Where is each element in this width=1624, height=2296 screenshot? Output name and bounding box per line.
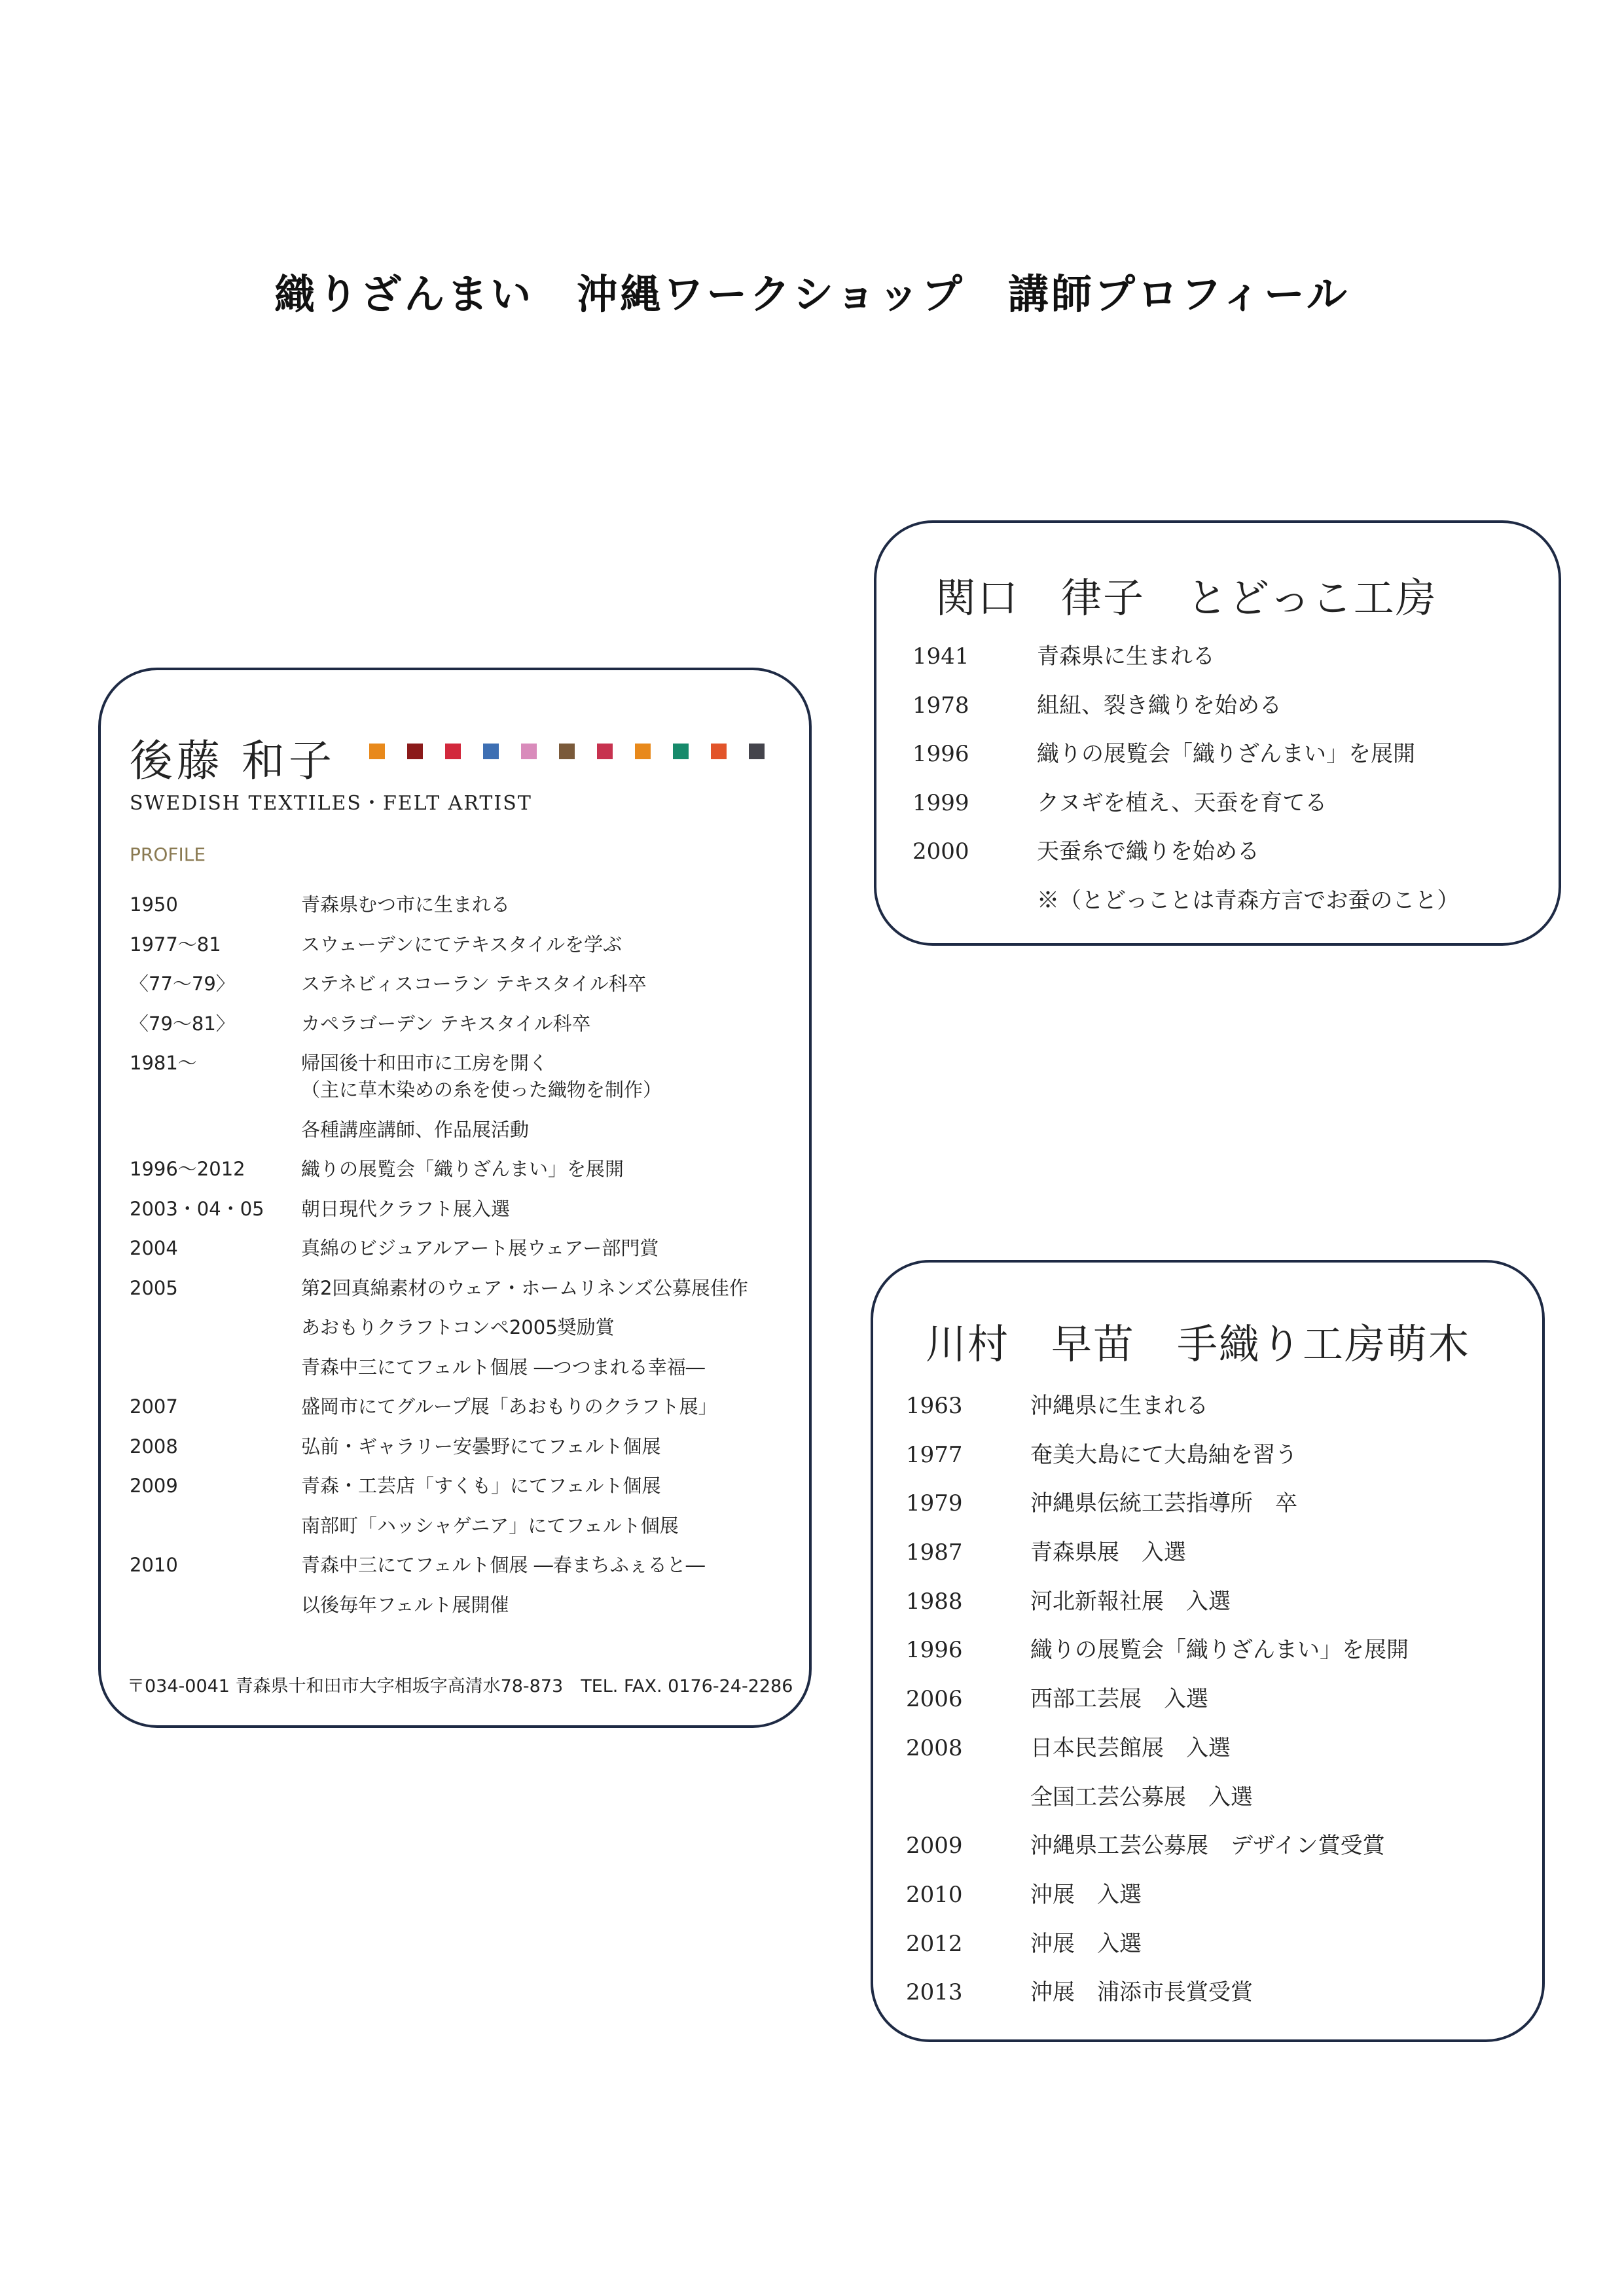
timeline-row bbox=[906, 1928, 1409, 1960]
timeline-row bbox=[912, 641, 1459, 672]
timeline-row bbox=[130, 1552, 784, 1579]
color-square bbox=[749, 744, 765, 759]
timeline-row bbox=[906, 1977, 1409, 2008]
timeline-row bbox=[130, 1235, 784, 1262]
timeline-year: 2003・04・05 bbox=[130, 1197, 264, 1220]
timeline-year: 2005 bbox=[130, 1276, 178, 1299]
timeline-year: 1978 bbox=[912, 692, 969, 719]
timeline-year bbox=[906, 1782, 1030, 1813]
timeline-row bbox=[130, 931, 784, 958]
timeline-year: 1996 bbox=[906, 1637, 963, 1664]
timeline-year: 1977 bbox=[906, 1441, 963, 1468]
timeline-text: 帰国後十和田市に工房を開く （主に草木染めの糸を使った織物を制作） bbox=[301, 1052, 662, 1101]
timeline-text: クヌギを植え、天蚕を育てる bbox=[1037, 789, 1327, 816]
timeline-text: 沖縄県に生まれる bbox=[1030, 1393, 1208, 1419]
timeline-year: 2008 bbox=[130, 1435, 178, 1458]
timeline-text: 青森中三にてフェルト個展 ―春まちふぇると― bbox=[301, 1554, 705, 1576]
timeline-row bbox=[130, 1156, 784, 1183]
timeline-row bbox=[130, 1314, 784, 1341]
profile-label: PROFILE bbox=[130, 844, 206, 865]
timeline-row bbox=[906, 1732, 1409, 1764]
timeline-row bbox=[906, 1537, 1409, 1568]
instructor-name: 関口 律子 とどっこ工房 bbox=[935, 574, 1437, 622]
timeline-year: 1987 bbox=[906, 1539, 963, 1566]
timeline-row bbox=[912, 836, 1459, 867]
color-square bbox=[369, 744, 385, 759]
color-square bbox=[597, 744, 613, 759]
timeline-text: 第2回真綿素材のウェア・ホームリネンズ公募展佳作 bbox=[301, 1276, 748, 1299]
timeline-row bbox=[906, 1683, 1409, 1715]
timeline-text: 日本民芸館展 入選 bbox=[1030, 1734, 1231, 1761]
timeline-text: 織りの展覧会「織りざんまい」を展開 bbox=[1037, 741, 1415, 767]
timeline-row bbox=[906, 1586, 1409, 1617]
timeline-year: 1979 bbox=[906, 1490, 963, 1517]
timeline-row bbox=[906, 1879, 1409, 1910]
timeline-text: 河北新報社展 入選 bbox=[1030, 1588, 1231, 1615]
timeline-year: 1941 bbox=[912, 643, 969, 670]
timeline-year: 1988 bbox=[906, 1588, 963, 1615]
timeline-year bbox=[130, 1354, 301, 1381]
timeline-text: ステネビィスコーラン テキスタイル科卒 bbox=[301, 973, 647, 995]
timeline-year: 〈79～81〉 bbox=[130, 1012, 235, 1035]
timeline-text: 南部町「ハッシャゲニア」にてフェルト個展 bbox=[301, 1514, 679, 1537]
color-square bbox=[559, 744, 575, 759]
timeline-year: 1963 bbox=[906, 1393, 963, 1419]
timeline-year bbox=[130, 1592, 301, 1619]
timeline-year bbox=[130, 1117, 301, 1143]
timeline-year: 2004 bbox=[130, 1237, 178, 1259]
timeline-row bbox=[912, 690, 1459, 721]
instructor-subtitle: SWEDISH TEXTILES・FELT ARTIST bbox=[130, 792, 532, 815]
timeline-text: 青森県むつ市に生まれる bbox=[301, 893, 511, 916]
timeline-year: 2008 bbox=[906, 1734, 963, 1761]
timeline-text: 天蚕糸で織りを始める bbox=[1037, 838, 1259, 865]
timeline-row bbox=[906, 1488, 1409, 1519]
color-square bbox=[483, 744, 499, 759]
timeline-text: 青森県展 入選 bbox=[1030, 1539, 1186, 1566]
timeline-list bbox=[906, 1390, 1409, 2026]
color-square bbox=[711, 744, 727, 759]
timeline-row bbox=[130, 1433, 784, 1460]
color-square bbox=[445, 744, 461, 759]
timeline-text: 西部工芸展 入選 bbox=[1030, 1686, 1208, 1713]
timeline-text: 青森・工芸店「すくも」にてフェルト個展 bbox=[301, 1475, 661, 1497]
timeline-row bbox=[912, 738, 1459, 770]
timeline-text: 組紐、裂き織りを始める bbox=[1037, 692, 1282, 719]
timeline-year: 2009 bbox=[130, 1475, 178, 1497]
timeline-row bbox=[130, 1117, 784, 1143]
timeline-row bbox=[130, 1513, 784, 1539]
timeline-list bbox=[912, 641, 1459, 916]
timeline-row bbox=[906, 1782, 1409, 1813]
profile-card-sekiguchi bbox=[874, 520, 1561, 946]
timeline-row bbox=[130, 1050, 784, 1103]
footnote: ※（とどっことは青森方言でお蚕のこと） bbox=[1037, 887, 1460, 914]
timeline-row bbox=[906, 1830, 1409, 1861]
timeline-text: 弘前・ギャラリー安曇野にてフェルト個展 bbox=[301, 1435, 661, 1458]
timeline-row bbox=[130, 891, 784, 918]
timeline-row bbox=[912, 787, 1459, 819]
profile-card-goto bbox=[98, 668, 812, 1728]
timeline-row bbox=[130, 1473, 784, 1499]
timeline-row bbox=[906, 1439, 1409, 1471]
timeline-year: 1999 bbox=[912, 789, 969, 816]
timeline-year: 〈77～79〉 bbox=[130, 973, 235, 995]
timeline-text: 沖展 入選 bbox=[1030, 1930, 1142, 1957]
page-title: 織りざんまい 沖縄ワークショップ 講師プロフィール bbox=[274, 270, 1350, 318]
timeline-row bbox=[130, 1196, 784, 1223]
timeline-text: 以後毎年フェルト展開催 bbox=[301, 1593, 509, 1616]
timeline-year bbox=[130, 1314, 301, 1341]
timeline-text: 沖展 入選 bbox=[1030, 1881, 1142, 1908]
timeline-text: 盛岡市にてグループ展「あおもりのクラフト展」 bbox=[301, 1395, 717, 1418]
timeline-row bbox=[130, 1592, 784, 1619]
timeline-text: 青森県に生まれる bbox=[1037, 643, 1215, 670]
instructor-name: 後藤 和子 bbox=[130, 736, 336, 786]
timeline-row bbox=[906, 1634, 1409, 1666]
timeline-year: 2010 bbox=[906, 1881, 963, 1908]
timeline-text: スウェーデンにてテキスタイルを学ぶ bbox=[301, 933, 623, 956]
timeline-year bbox=[130, 1513, 301, 1539]
timeline-year: 2012 bbox=[906, 1930, 963, 1957]
timeline-year: 2000 bbox=[912, 838, 969, 865]
timeline-list bbox=[130, 891, 784, 1631]
color-square bbox=[635, 744, 651, 759]
timeline-text: カペラゴーデン テキスタイル科卒 bbox=[301, 1012, 591, 1035]
color-square bbox=[673, 744, 689, 759]
color-square bbox=[407, 744, 423, 759]
timeline-text: 全国工芸公募展 入選 bbox=[1030, 1784, 1253, 1810]
timeline-text: 奄美大島にて大島紬を習う bbox=[1030, 1441, 1297, 1468]
timeline-row bbox=[130, 1354, 784, 1381]
timeline-row bbox=[130, 1393, 784, 1420]
timeline-year: 2009 bbox=[906, 1833, 963, 1859]
timeline-text: 沖展 浦添市長賞受賞 bbox=[1030, 1979, 1253, 2006]
timeline-row bbox=[130, 971, 784, 997]
timeline-text: 青森中三にてフェルト個展 ―つつまれる幸福― bbox=[301, 1355, 705, 1378]
timeline-year: 1996 bbox=[912, 741, 969, 767]
instructor-name: 川村 早苗 手織り工房萌木 bbox=[926, 1320, 1471, 1368]
timeline-year: 2007 bbox=[130, 1395, 178, 1418]
timeline-year: 1981～ bbox=[130, 1052, 197, 1074]
timeline-year: 2010 bbox=[130, 1554, 178, 1576]
timeline-text: あおもりクラフトコンペ2005奨励賞 bbox=[301, 1316, 615, 1338]
timeline-row bbox=[130, 1275, 784, 1302]
timeline-year: 1950 bbox=[130, 893, 178, 916]
timeline-year: 2006 bbox=[906, 1686, 963, 1713]
timeline-text: 沖縄県工芸公募展 デザイン賞受賞 bbox=[1030, 1833, 1385, 1859]
timeline-year: 2013 bbox=[906, 1979, 963, 2006]
profile-card-kawamura bbox=[871, 1260, 1545, 2042]
timeline-text: 真綿のビジュアルアート展ウェアー部門賞 bbox=[301, 1237, 659, 1259]
timeline-text: 朝日現代クラフト展入選 bbox=[301, 1197, 511, 1220]
timeline-text: 織りの展覧会「織りざんまい」を展開 bbox=[1030, 1637, 1409, 1664]
timeline-row bbox=[906, 1390, 1409, 1422]
timeline-text: 各種講座講師、作品展活動 bbox=[301, 1118, 530, 1141]
timeline-row bbox=[130, 1011, 784, 1037]
timeline-text: 織りの展覧会「織りざんまい」を展開 bbox=[301, 1158, 624, 1180]
timeline-text: 沖縄県伝統工芸指導所 卒 bbox=[1030, 1490, 1297, 1517]
timeline-year: 1996～2012 bbox=[130, 1158, 245, 1180]
contact-address: 〒034-0041 青森県十和田市大字相坂字高清水78-873 TEL. FAX. 0176-24-2286 bbox=[127, 1676, 793, 1696]
timeline-year: 1977～81 bbox=[130, 933, 221, 956]
color-squares bbox=[369, 744, 765, 759]
color-square bbox=[521, 744, 537, 759]
